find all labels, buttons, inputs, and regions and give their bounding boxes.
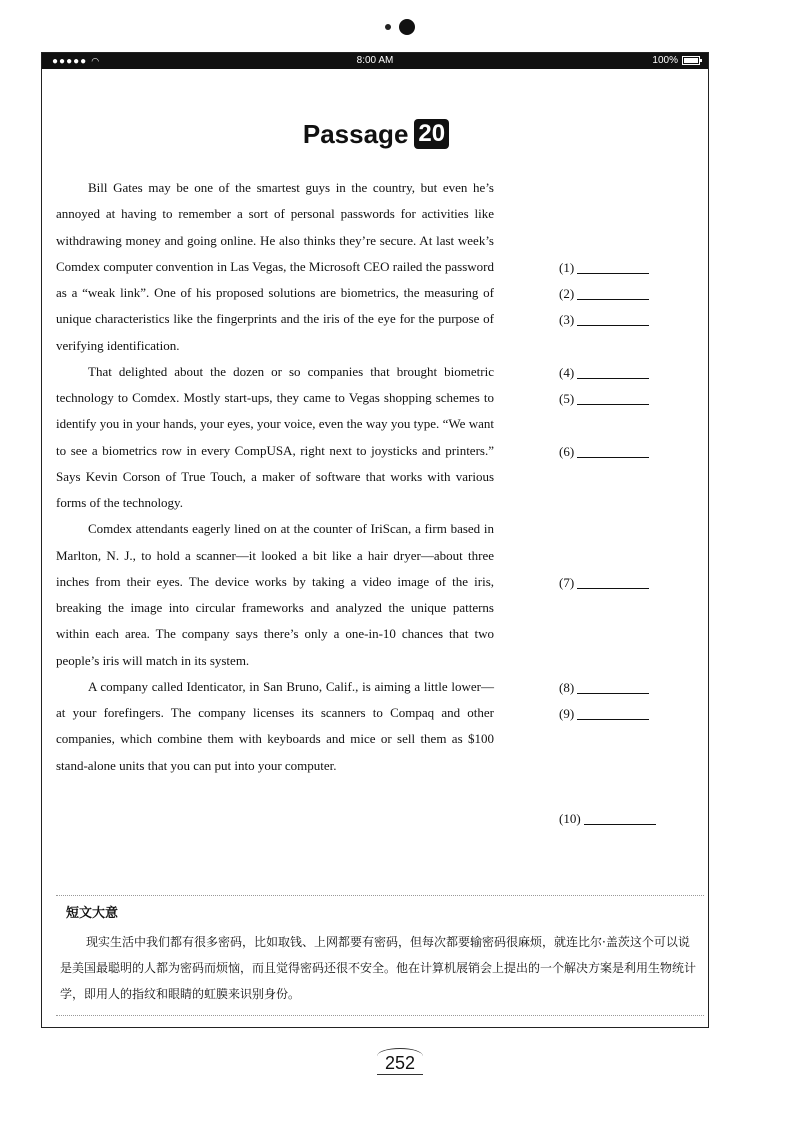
blank-label: (3) [559, 312, 575, 327]
answer-blank-7[interactable] [559, 570, 649, 596]
paragraph-4: A company called Identicator, in San Bruno, Calif., is aiming a little lower—at your forefingers. The company licenses its scanners to Compaq and other companies, which combine them with keyboards and mice or sell them as $100 stand-alone units that you can put into your computer. [56, 678, 494, 773]
status-time: 8:00 AM [356, 55, 394, 66]
answer-blanks [559, 53, 699, 953]
page-number [0, 1048, 800, 1075]
blank-label: (6) [559, 444, 575, 459]
blank-line [577, 259, 649, 274]
blank-label: (9) [559, 706, 575, 721]
battery-percent: 100% [652, 55, 678, 66]
blank-label: (4) [559, 365, 575, 380]
answer-blank-9[interactable] [559, 701, 649, 727]
passage-number-badge: 20 [414, 119, 449, 149]
answer-blank-10[interactable] [559, 806, 656, 832]
ornament-dot-large [399, 19, 415, 35]
top-ornament [0, 18, 800, 36]
blank-line [577, 285, 649, 300]
blank-line [577, 574, 649, 589]
device-frame [41, 52, 709, 1028]
summary-box [56, 895, 704, 1016]
passage-body [56, 175, 494, 779]
blank-label: (8) [559, 680, 575, 695]
answer-blank-1[interactable] [559, 255, 649, 281]
answer-blank-8[interactable] [559, 675, 649, 701]
summary-heading: 短文大意 [66, 906, 119, 921]
blank-line [577, 443, 649, 458]
blank-line [577, 390, 649, 405]
ornament-dot-small [385, 24, 391, 30]
blank-label: (5) [559, 391, 575, 406]
passage-title-text: Passage [302, 119, 409, 149]
blank-line [577, 364, 649, 379]
paragraph-1: Bill Gates may be one of the smartest guys in the country, but even he’s annoyed at having to remember a sort of personal passwords for activities like withdrawing money and going online. He also thinks they’re secure. At last week’s Comdex computer convention in Las Vegas, the Microsoft CEO railed the password as a “weak link”. One of his proposed solutions are biometrics, the measuring of unique characteristics like the fingerprints and the iris of the eye for the purpose of verifying identification. [56, 180, 494, 353]
signal-dots: ●●●●● [52, 56, 88, 67]
wifi-icon: ◠ [91, 56, 101, 66]
blank-line [577, 679, 649, 694]
blank-label: (7) [559, 575, 575, 590]
answer-blank-2[interactable] [559, 281, 649, 307]
blank-label: (1) [559, 260, 575, 275]
blank-line [584, 810, 656, 825]
blank-label: (2) [559, 286, 575, 301]
blank-line [577, 705, 649, 720]
blank-line [577, 311, 649, 326]
page-number-text: 252 [377, 1048, 423, 1075]
answer-blank-5[interactable] [559, 386, 649, 412]
paragraph-2: That delighted about the dozen or so companies that brought biometric technology to Comdex. Mostly start-ups, they came to Vegas shopping schemes to identify you in your hands, your eyes, your voice, even the way you type. “We want to see a biometrics row in every CompUSA, right next to joysticks and printers.” Says Kevin Corson of True Touch, a maker of software that works with various forms of the technology. [56, 363, 494, 510]
blank-label: (10) [559, 811, 581, 826]
summary-text: 现实生活中我们都有很多密码，比如取钱、上网都要有密码，但每次都要输密码很麻烦，就连比尔·盖茨这个可以说是美国最聪明的人都为密码而烦恼，而且觉得密码还很不安全。他在计算机展销会上提出的一个解决方案是利用生物统计学，即用人的指纹和眼睛的虹膜来识别身份。 [60, 935, 697, 1001]
answer-blank-3[interactable] [559, 307, 649, 333]
answer-blank-6[interactable] [559, 439, 649, 465]
answer-blank-4[interactable] [559, 360, 649, 386]
paragraph-3: Comdex attendants eagerly lined on at the counter of IriScan, a firm based in Marlton, N. J., to hold a scanner—it looked a bit like a hair dryer—about three inches from their eyes. The device works by taking a video image of the iris, breaking the image into circular frameworks and analyzed the unique patterns within each area. The company says there’s only a one-in-10 chances that two people’s iris will match in its system. [56, 521, 494, 668]
